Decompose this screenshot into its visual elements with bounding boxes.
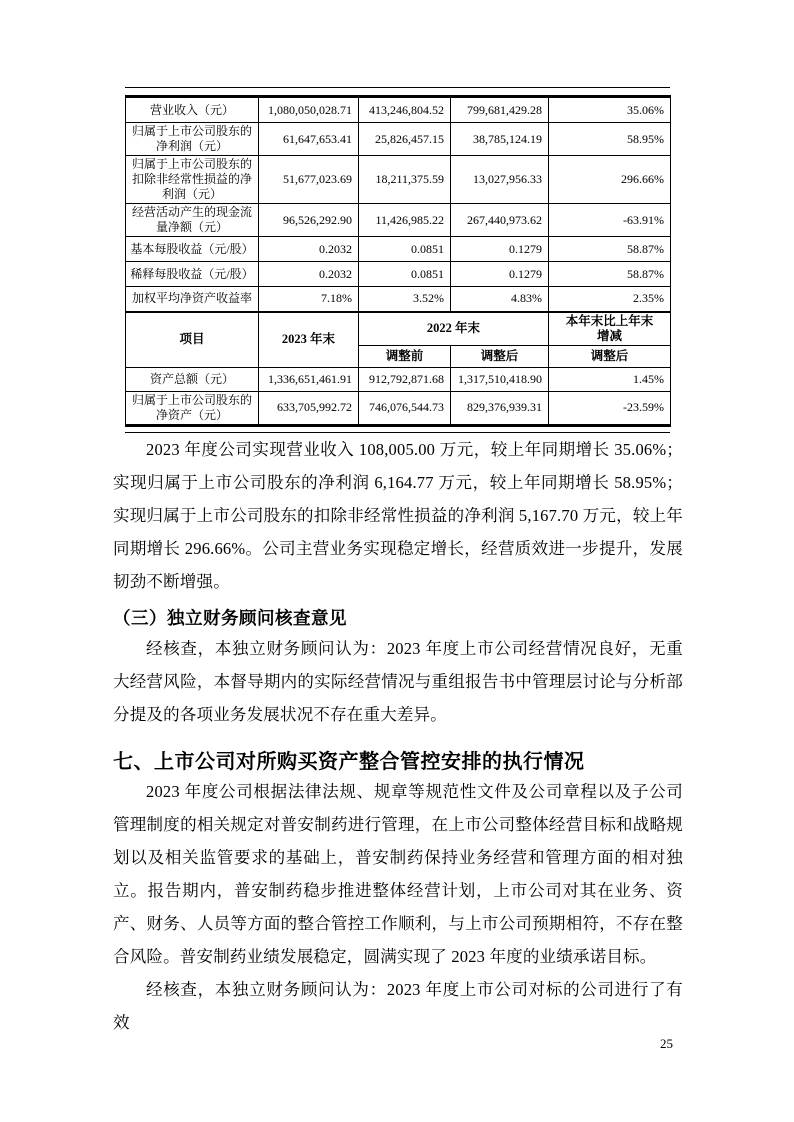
cell-value: 61,647,653.41 [259, 123, 359, 156]
cell-value: 1,336,651,461.91 [259, 367, 359, 391]
paragraph-advisor-verification: 经核查，本独立财务顾问认为：2023 年度上市公司对标的公司进行了有效 [113, 979, 683, 1032]
table-row [126, 287, 671, 312]
cell-value: 413,246,804.52 [359, 97, 451, 123]
cell-value: 0.1279 [451, 262, 549, 287]
row-label: 营业收入（元） [126, 97, 259, 123]
cell-value: 96,526,292.90 [259, 204, 359, 237]
table-row [126, 97, 671, 123]
header-item: 项目 [126, 312, 259, 368]
table-header-row [126, 312, 671, 346]
cell-value: 1.45% [549, 367, 671, 391]
table-row [126, 156, 671, 204]
cell-value: 25,826,457.15 [359, 123, 451, 156]
table-row [126, 391, 671, 425]
cell-value: 7.18% [259, 287, 359, 312]
cell-value: 829,376,939.31 [451, 391, 549, 425]
financial-results-table [125, 95, 671, 427]
row-label: 资产总额（元） [126, 367, 259, 391]
cell-value: 3.52% [359, 287, 451, 312]
row-label: 经营活动产生的现金流量净额（元） [126, 204, 259, 237]
table-row [126, 367, 671, 391]
cell-value: 0.0851 [359, 237, 451, 262]
cell-value: -63.91% [549, 204, 671, 237]
cell-value: 38,785,124.19 [451, 123, 549, 156]
row-label: 稀释每股收益（元/股） [126, 262, 259, 287]
header-change: 本年末比上年末增减 [549, 312, 671, 346]
cell-value: 0.1279 [451, 237, 549, 262]
row-label: 加权平均净资产收益率 [126, 287, 259, 312]
cell-value: 58.87% [549, 262, 671, 287]
cell-value: 746,076,544.73 [359, 391, 451, 425]
cell-value: 35.06% [549, 97, 671, 123]
cell-value: 18,211,375.59 [359, 156, 451, 204]
cell-value: 1,317,510,418.90 [451, 367, 549, 391]
cell-value: 1,080,050,028.71 [259, 97, 359, 123]
page-number: 25 [660, 1036, 673, 1051]
cell-value: 51,677,023.69 [259, 156, 359, 204]
heading-section-seven-integration-control: 七、上市公司对所购买资产整合管控安排的执行情况 [113, 748, 585, 773]
header-2023: 2023 年末 [259, 312, 359, 368]
table-row [126, 262, 671, 287]
table-row [126, 204, 671, 237]
cell-value: 0.2032 [259, 237, 359, 262]
cell-value: 4.83% [451, 287, 549, 312]
row-label: 归属于上市公司股东的净资产（元） [126, 391, 259, 425]
cell-value: 799,681,429.28 [451, 97, 549, 123]
subheader-after-adjust: 调整后 [451, 345, 549, 367]
cell-value: 0.0851 [359, 262, 451, 287]
paragraph-operating-results: 2023 年度公司实现营业收入 108,005.00 万元，较上年同期增长 35.06%；实现归属于上市公司股东的净利润 6,164.77 万元，较上年同期增长 58.95%；实现归属于上市公司股东的扣除非经常性损益的净利润 5,167.70 万元，较上年同期增长 296.66%。公司主营业务实现稳定增长，经营质效进一步提升，发展韧劲不断增强。 [113, 439, 683, 591]
paragraph-integration-control: 2023 年度公司根据法律法规、规章等规范性文件及公司章程以及子公司管理制度的相关规定对普安制药进行管理，在上市公司整体经营目标和战略规划以及相关监管要求的基础上，普安制药保持业务经营和管理方面的相对独立。报告期内，普安制药稳步推进整体经营计划，上市公司对其在业务、资产、财务、人员等方面的整合管控工作顺利，与上市公司预期相符，不存在整合风险。普安制药业绩发展稳定，圆满实现了 2023 年度的业绩承诺目标。 [113, 781, 683, 966]
table-row [126, 123, 671, 156]
page-content [113, 87, 683, 1039]
cell-value: 912,792,871.68 [359, 367, 451, 391]
subheader-change-after-adjust: 调整后 [549, 345, 671, 367]
subheader-before-adjust: 调整前 [359, 345, 451, 367]
cell-value: 633,705,992.72 [259, 391, 359, 425]
cell-value: 0.2032 [259, 262, 359, 287]
table-row [126, 237, 671, 262]
header-2022: 2022 年末 [359, 312, 549, 346]
paragraph-advisor-opinion: 经核查，本独立财务顾问认为：2023 年度上市公司经营情况良好，无重大经营风险，本督导期内的实际经营情况与重组报告书中管理层讨论与分析部分提及的各项业务发展状况不存在重大差异。 [113, 638, 683, 724]
row-label: 归属于上市公司股东的扣除非经常性损益的净利润（元） [126, 156, 259, 204]
cell-value: 2.35% [549, 287, 671, 312]
cell-value: 11,426,985.22 [359, 204, 451, 237]
table-top-rule [125, 87, 670, 88]
cell-value: 58.95% [549, 123, 671, 156]
row-label: 归属于上市公司股东的净利润（元） [126, 123, 259, 156]
cell-value: 267,440,973.62 [451, 204, 549, 237]
row-label: 基本每股收益（元/股） [126, 237, 259, 262]
cell-value: 296.66% [549, 156, 671, 204]
cell-value: 13,027,956.33 [451, 156, 549, 204]
cell-value: 58.87% [549, 237, 671, 262]
cell-value: -23.59% [549, 391, 671, 425]
heading-independent-advisor-opinion: （三）独立财务顾问核查意见 [113, 608, 347, 629]
